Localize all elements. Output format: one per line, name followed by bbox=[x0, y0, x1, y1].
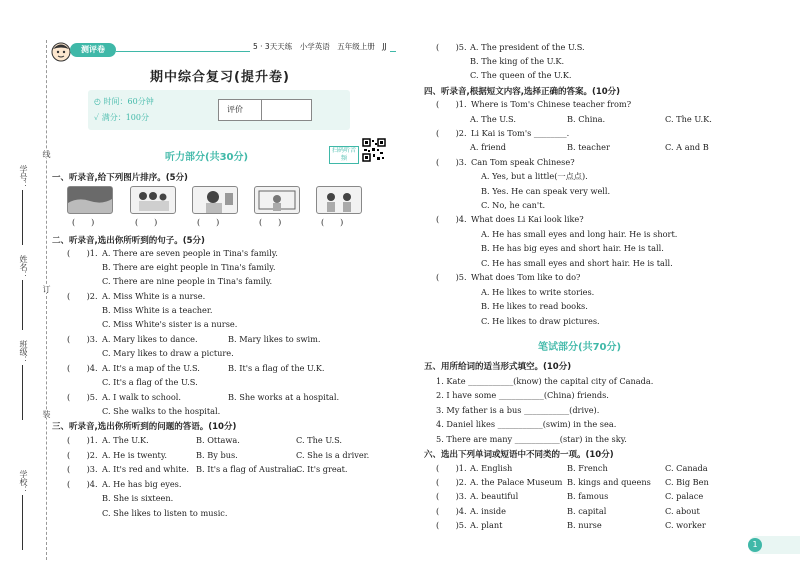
s2-q2-c: C. Miss White's sister is a nurse. bbox=[102, 319, 238, 329]
s4-q1-num[interactable]: ( )1. bbox=[436, 99, 467, 109]
answer-bracket-2[interactable]: ( ) bbox=[135, 218, 158, 227]
line-xingming bbox=[22, 280, 23, 330]
s3-q2-c: C. She is a driver. bbox=[296, 450, 370, 460]
s6-q1-b: B. French bbox=[567, 463, 608, 473]
s4-q2-c: C. A and B bbox=[665, 142, 709, 152]
writing-heading: 笔试部分(共70分) bbox=[538, 342, 622, 353]
s6-q5-b: B. nurse bbox=[567, 520, 602, 530]
s6-q5-c: C. worker bbox=[665, 520, 706, 530]
check-icon: ✓ bbox=[94, 113, 102, 122]
label-xingming: 姓名： bbox=[19, 255, 28, 279]
margin-xian: 线 bbox=[42, 150, 51, 158]
section-3-title: 三、听录音,选出你所听到的问题的答语。(10分) bbox=[52, 422, 237, 432]
s3-q3-num[interactable]: ( )3. bbox=[67, 464, 98, 474]
s2-q2-a: A. Miss White is a nurse. bbox=[102, 291, 206, 301]
margin-zhuang: 装 bbox=[42, 410, 51, 418]
s2-q4-c: C. It's a flag of the U.S. bbox=[102, 377, 198, 387]
s3-q2-a: A. He is twenty. bbox=[102, 450, 167, 460]
s4-q3-b: B. Yes. He can speak very well. bbox=[481, 186, 611, 196]
s6-q1-num[interactable]: ( )1. bbox=[436, 463, 467, 473]
evaluation-table bbox=[218, 99, 312, 121]
s2-q4-b: B. It's a flag of the U.K. bbox=[228, 363, 325, 373]
s4-q4-b: B. He has big eyes and short hair. He is tall. bbox=[481, 243, 664, 253]
section-4-title: 四、听录音,根据短文内容,选择正确的答案。(10分) bbox=[424, 87, 621, 97]
s4-q5-b: B. He likes to read books. bbox=[481, 301, 588, 311]
answer-bracket-1[interactable]: ( ) bbox=[72, 218, 95, 227]
s6-q2-a: A. the Palace Museum bbox=[470, 477, 563, 487]
section-6-title: 六、选出下列单词或短语中不同类的一项。(10分) bbox=[424, 450, 614, 460]
s3-q1-c: C. The U.S. bbox=[296, 435, 343, 445]
s6-q4-a: A. inside bbox=[470, 506, 506, 516]
s6-q2-b: B. kings and queens bbox=[567, 477, 651, 487]
s4-q1-b: B. China. bbox=[567, 114, 606, 124]
s2-q4-a: A. It's a map of the U.S. bbox=[102, 363, 200, 373]
listening-heading: 听力部分(共30分) bbox=[165, 152, 249, 163]
time-text: 时间：60分钟 bbox=[103, 97, 154, 106]
s6-q3-c: C. palace bbox=[665, 491, 704, 501]
s6-q3-num[interactable]: ( )3. bbox=[436, 491, 467, 501]
s2-q5-a: A. I walk to school. bbox=[102, 392, 181, 402]
s2-q2-num[interactable]: ( )2. bbox=[67, 291, 98, 301]
s4-q4-text: What does Li Kai look like? bbox=[471, 214, 584, 224]
s2-q3-c: C. Mary likes to draw a picture. bbox=[102, 348, 234, 358]
s4-q5-text: What does Tom like to do? bbox=[471, 272, 581, 282]
s3-q1-b: B. Ottawa. bbox=[196, 435, 240, 445]
s3-q4-c: C. She likes to listen to music. bbox=[102, 508, 228, 518]
s3-q4-b: B. She is sixteen. bbox=[102, 493, 174, 503]
s4-q1-c: C. The U.K. bbox=[665, 114, 712, 124]
label-xuehao: 学号： bbox=[19, 165, 28, 189]
margin-ding: 订 bbox=[42, 285, 51, 293]
s5-q1[interactable]: 1. Kate ___________(know) the capital city of Canada. bbox=[436, 376, 654, 386]
picture-1 bbox=[67, 186, 113, 214]
picture-4 bbox=[254, 186, 300, 214]
s6-q1-c: C. Canada bbox=[665, 463, 708, 473]
s3-q2-b: B. By bus. bbox=[196, 450, 238, 460]
label-banji: 班级： bbox=[19, 340, 28, 364]
s3-q5-b: B. The king of the U.K. bbox=[470, 56, 565, 66]
clock-icon: ◴ bbox=[94, 97, 104, 106]
section-2-title: 二、听录音,选出你所听到的句子。(5分) bbox=[52, 236, 205, 246]
answer-bracket-4[interactable]: ( ) bbox=[259, 218, 282, 227]
s2-q1-b: B. There are eight people in Tina's family. bbox=[102, 262, 276, 272]
evaluation-divider bbox=[261, 100, 262, 120]
s2-q5-num[interactable]: ( )5. bbox=[67, 392, 98, 402]
badge: 测评卷 bbox=[70, 43, 116, 57]
s2-q1-a: A. There are seven people in Tina's family. bbox=[102, 248, 278, 258]
s2-q2-b: B. Miss White is a teacher. bbox=[102, 305, 213, 315]
s6-q3-b: B. famous bbox=[567, 491, 609, 501]
answer-bracket-3[interactable]: ( ) bbox=[197, 218, 220, 227]
s5-q2[interactable]: 2. I have some ___________(China) friends. bbox=[436, 390, 609, 400]
s4-q5-c: C. He likes to draw pictures. bbox=[481, 316, 600, 326]
time-label bbox=[94, 97, 154, 107]
s2-q3-num[interactable]: ( )3. bbox=[67, 334, 98, 344]
s4-q4-num[interactable]: ( )4. bbox=[436, 214, 467, 224]
s6-q5-a: A. plant bbox=[470, 520, 503, 530]
s2-q3-a: A. Mary likes to dance. bbox=[102, 334, 198, 344]
mascot-icon bbox=[50, 40, 72, 62]
s3-q4-num[interactable]: ( )4. bbox=[67, 479, 98, 489]
s6-q1-a: A. English bbox=[470, 463, 513, 473]
s4-q2-a: A. friend bbox=[470, 142, 507, 152]
binding-line bbox=[46, 40, 47, 560]
s5-q3[interactable]: 3. My father is a bus ___________(drive). bbox=[436, 405, 600, 415]
picture-2 bbox=[130, 186, 176, 214]
s3-q3-c: C. It's great. bbox=[296, 464, 348, 474]
s4-q4-c: C. He has small eyes and short hair. He is tall. bbox=[481, 258, 673, 268]
line-xuehao bbox=[22, 190, 23, 245]
evaluation-label: 评价 bbox=[227, 105, 243, 114]
s6-q3-a: A. beautiful bbox=[470, 491, 519, 501]
s2-q5-c: C. She walks to the hospital. bbox=[102, 406, 221, 416]
s3-q5-a: A. The president of the U.S. bbox=[470, 42, 585, 52]
page-title: 期中综合复习(提升卷) bbox=[150, 70, 290, 85]
s6-q4-b: B. capital bbox=[567, 506, 607, 516]
s5-q5[interactable]: 5. There are many ___________(star) in the sky. bbox=[436, 434, 627, 444]
s3-q1-a: A. The U.K. bbox=[102, 435, 149, 445]
s4-q5-num[interactable]: ( )5. bbox=[436, 272, 467, 282]
line-xuexiao bbox=[22, 495, 23, 550]
label-xuexiao: 学校： bbox=[19, 470, 28, 494]
s2-q1-c: C. There are nine people in Tina's family. bbox=[102, 276, 273, 286]
s3-q2-num[interactable]: ( )2. bbox=[67, 450, 98, 460]
s6-q5-num[interactable]: ( )5. bbox=[436, 520, 467, 530]
s6-q2-num[interactable]: ( )2. bbox=[436, 477, 467, 487]
score-text: 满分：100分 bbox=[101, 113, 149, 122]
qr-code-icon[interactable] bbox=[362, 138, 386, 162]
s2-q5-b: B. She works at a hospital. bbox=[228, 392, 340, 402]
s3-q4-a: A. He has big eyes. bbox=[102, 479, 182, 489]
s4-q5-a: A. He likes to write stories. bbox=[481, 287, 595, 297]
s4-q3-a: A. Yes, but a little(一点点). bbox=[481, 171, 588, 181]
s3-q3-a: A. It's red and white. bbox=[102, 464, 189, 474]
s4-q3-num[interactable]: ( )3. bbox=[436, 157, 467, 167]
s3-q5-c: C. The queen of the U.K. bbox=[470, 70, 572, 80]
s2-q3-b: B. Mary likes to swim. bbox=[228, 334, 321, 344]
s4-q3-c: C. No, he can't. bbox=[481, 200, 546, 210]
s3-q1-num[interactable]: ( )1. bbox=[67, 435, 98, 445]
s4-q4-a: A. He has small eyes and long hair. He is short. bbox=[481, 229, 678, 239]
qr-label: 扫码听音频 bbox=[329, 146, 359, 164]
picture-3 bbox=[192, 186, 238, 214]
section-5-title: 五、用所给词的适当形式填空。(10分) bbox=[424, 362, 572, 372]
s6-q4-num[interactable]: ( )4. bbox=[436, 506, 467, 516]
s4-q1-a: A. The U.S. bbox=[470, 114, 516, 124]
s3-q5-num[interactable]: ( )5. bbox=[436, 42, 467, 52]
answer-bracket-5[interactable]: ( ) bbox=[321, 218, 344, 227]
s6-q4-c: C. about bbox=[665, 506, 700, 516]
s4-q1-text: Where is Tom's Chinese teacher from? bbox=[471, 99, 632, 109]
section-1-title: 一、听录音,给下列图片排序。(5分) bbox=[52, 173, 188, 183]
s6-q2-c: C. Big Ben bbox=[665, 477, 709, 487]
line-banji bbox=[22, 365, 23, 420]
s4-q2-num[interactable]: ( )2. bbox=[436, 128, 467, 138]
page-number: 1 bbox=[748, 538, 762, 552]
picture-5 bbox=[316, 186, 362, 214]
s5-q4[interactable]: 4. Daniel likes ___________(swim) in the sea. bbox=[436, 419, 617, 429]
series-label: 5 · 3天天练 小学英语 五年级上册 JJ bbox=[250, 42, 390, 52]
s4-q3-text: Can Tom speak Chinese? bbox=[471, 157, 575, 167]
s2-q1-num[interactable]: ( )1. bbox=[67, 248, 98, 258]
s4-q2-b: B. teacher bbox=[567, 142, 610, 152]
s4-q2-text: Li Kai is Tom's ________. bbox=[471, 128, 570, 138]
score-label bbox=[94, 113, 149, 123]
s2-q4-num[interactable]: ( )4. bbox=[67, 363, 98, 373]
s3-q3-b: B. It's a flag of Australia. bbox=[196, 464, 300, 474]
